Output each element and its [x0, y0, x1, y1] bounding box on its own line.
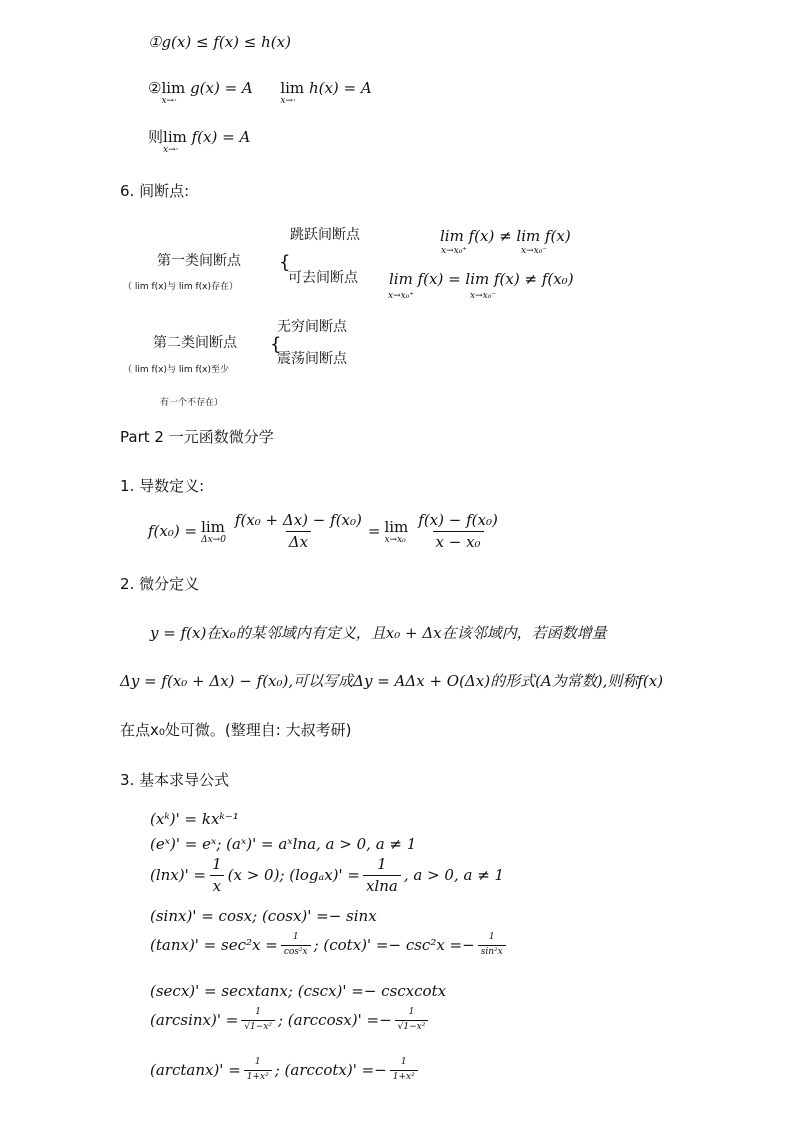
- f3a-frac: [209, 856, 225, 894]
- deriv-frac2-num: f(x) − f(x₀): [418, 511, 498, 529]
- f8a-den: 1+x²: [244, 1070, 272, 1083]
- deriv-lim1: lim Δx→0: [201, 517, 226, 545]
- f7b-den: √1−x²: [395, 1020, 429, 1033]
- f3b: (x > 0); (logₐx)' =: [227, 865, 360, 884]
- oscillating-label: 震荡间断点: [277, 351, 347, 367]
- f3a-den: x: [210, 875, 224, 895]
- f8b-den: 1+x²: [390, 1070, 418, 1083]
- f7a-num: 1: [255, 1007, 261, 1017]
- f8a-frac: [244, 1058, 272, 1083]
- squeeze-cond2: [148, 79, 372, 106]
- f5b-num: 1: [488, 932, 495, 942]
- second-kind-note1: （ lim f(x)与 lim f(x)至少: [123, 365, 230, 375]
- part2-heading: Part 2 一元函数微分学: [120, 428, 274, 446]
- f8b-frac: [390, 1058, 418, 1083]
- f7b: ; (arccosx)' =−: [277, 1011, 392, 1030]
- deriv-lim2: lim x→x₀: [384, 517, 409, 545]
- f5a: (tanx)' = sec²x =: [150, 936, 278, 955]
- deriv-frac2: [415, 512, 501, 550]
- second-kind-note2: 有一个不存在）: [160, 398, 224, 408]
- cond2-a: g(x) = A: [190, 79, 253, 97]
- formula-arc1: [150, 1008, 431, 1033]
- deriv-lim2-sub: x→x₀: [384, 534, 406, 545]
- formula-trig3: (secx)' = secxtanx; (cscx)' =− cscxcotx: [150, 982, 447, 1000]
- deriv-eq: =: [367, 521, 381, 540]
- deriv-lim1-sub: Δx→0: [201, 534, 226, 545]
- f5a-num: 1: [292, 932, 299, 942]
- lim-g: lim x→·: [161, 79, 186, 106]
- f3b-num: 1: [377, 855, 387, 873]
- deriv-frac2-den: x − x₀: [433, 531, 484, 551]
- squeeze-conclusion: [148, 128, 251, 155]
- f3b-den: xlna: [363, 875, 401, 895]
- squeeze-cond1: ①g(x) ≤ f(x) ≤ h(x): [148, 33, 291, 51]
- f5a-frac: [281, 933, 311, 958]
- deriv-lhs: f(x₀) =: [148, 521, 198, 540]
- lim-h-sub: x→·: [280, 96, 296, 106]
- f5b: ; (cotx)' =− csc²x =−: [313, 936, 475, 955]
- jump-sub-minus: x→x₀⁻: [521, 246, 548, 256]
- removable-formula: lim f(x) = lim f(x) ≠ f(x₀): [389, 270, 574, 288]
- f5b-frac: [478, 933, 506, 958]
- f8b: ; (arccotx)' =−: [274, 1061, 387, 1080]
- lim-h: lim x→·: [280, 79, 305, 106]
- jump-sub-plus: x→x₀⁺: [441, 246, 468, 256]
- lim-f-sub: x→·: [163, 145, 179, 155]
- formula-log: [150, 856, 504, 894]
- f3a-num: 1: [212, 855, 222, 873]
- formula-trig1: (sinx)' = cosx; (cosx)' =− sinx: [150, 907, 377, 925]
- sec3-heading: 3. 基本求导公式: [120, 771, 230, 789]
- first-kind-label: 第一类间断点: [157, 253, 241, 269]
- first-kind-note: （ lim f(x)与 lim f(x)存在）: [123, 282, 239, 292]
- second-kind-label: 第二类间断点: [153, 335, 237, 351]
- f5a-den: cos²x: [281, 945, 311, 958]
- removable-sub-plus: x→x₀⁺: [388, 291, 415, 301]
- first-kind-brace: {: [279, 252, 291, 273]
- sec2-line1: y = f(x)在x₀的某邻域内有定义，且x₀ + Δx在该邻域内，若函数增量: [150, 624, 607, 642]
- f7a-den: √1−x²: [241, 1020, 275, 1033]
- concl-prefix: 则: [148, 128, 164, 146]
- concl-formula: f(x) = A: [191, 128, 251, 146]
- lim-g-sub: x→·: [161, 96, 177, 106]
- lim-f: lim x→·: [163, 128, 187, 155]
- jump-formula: lim f(x) ≠ lim f(x): [440, 227, 571, 245]
- sec2-line2: Δy = f(x₀ + Δx) − f(x₀),可以写成Δy = AΔx + O(Δx)的形式(A为常数),则称f(x): [120, 672, 664, 690]
- f3b-frac: [363, 856, 401, 894]
- f7b-frac: [395, 1008, 429, 1033]
- sec1-heading: 1. 导数定义:: [120, 477, 205, 495]
- sec6-heading: 6. 间断点:: [120, 182, 190, 200]
- cond2-prefix: ②: [148, 79, 162, 97]
- infinite-label: 无穷间断点: [277, 319, 347, 335]
- f7b-num: 1: [408, 1007, 415, 1017]
- cond2-b: h(x) = A: [308, 79, 372, 97]
- sec2-line3: 在点x₀处可微。(整理自: 大叔考研): [120, 721, 352, 739]
- f7a: (arcsinx)' =: [150, 1011, 239, 1030]
- f8a-num: 1: [254, 1057, 261, 1067]
- f7a-frac: [241, 1008, 275, 1033]
- second-kind-brace: {: [270, 334, 282, 355]
- f5b-den: sin²x: [478, 945, 506, 958]
- deriv-frac1: [232, 512, 365, 550]
- deriv-frac1-den: Δx: [286, 531, 311, 551]
- removable-sub-minus: x→x₀⁻: [470, 291, 497, 301]
- derivative-definition: [148, 512, 504, 550]
- formula-power: (xᵏ)' = kxᵏ⁻¹: [150, 810, 239, 828]
- f3a: (lnx)' =: [150, 865, 207, 884]
- f3c: , a > 0, a ≠ 1: [403, 865, 505, 884]
- removable-label: 可去间断点: [288, 270, 358, 286]
- f8a: (arctanx)' =: [150, 1061, 241, 1080]
- deriv-frac1-num: f(x₀ + Δx) − f(x₀): [234, 511, 362, 529]
- jump-label: 跳跃间断点: [290, 227, 360, 243]
- formula-trig2: [150, 933, 509, 958]
- f8b-num: 1: [400, 1057, 407, 1067]
- formula-exp: (eˣ)' = eˣ; (aˣ)' = aˣlna, a > 0, a ≠ 1: [150, 835, 417, 853]
- formula-arc2: [150, 1058, 421, 1083]
- sec2-heading: 2. 微分定义: [120, 575, 200, 593]
